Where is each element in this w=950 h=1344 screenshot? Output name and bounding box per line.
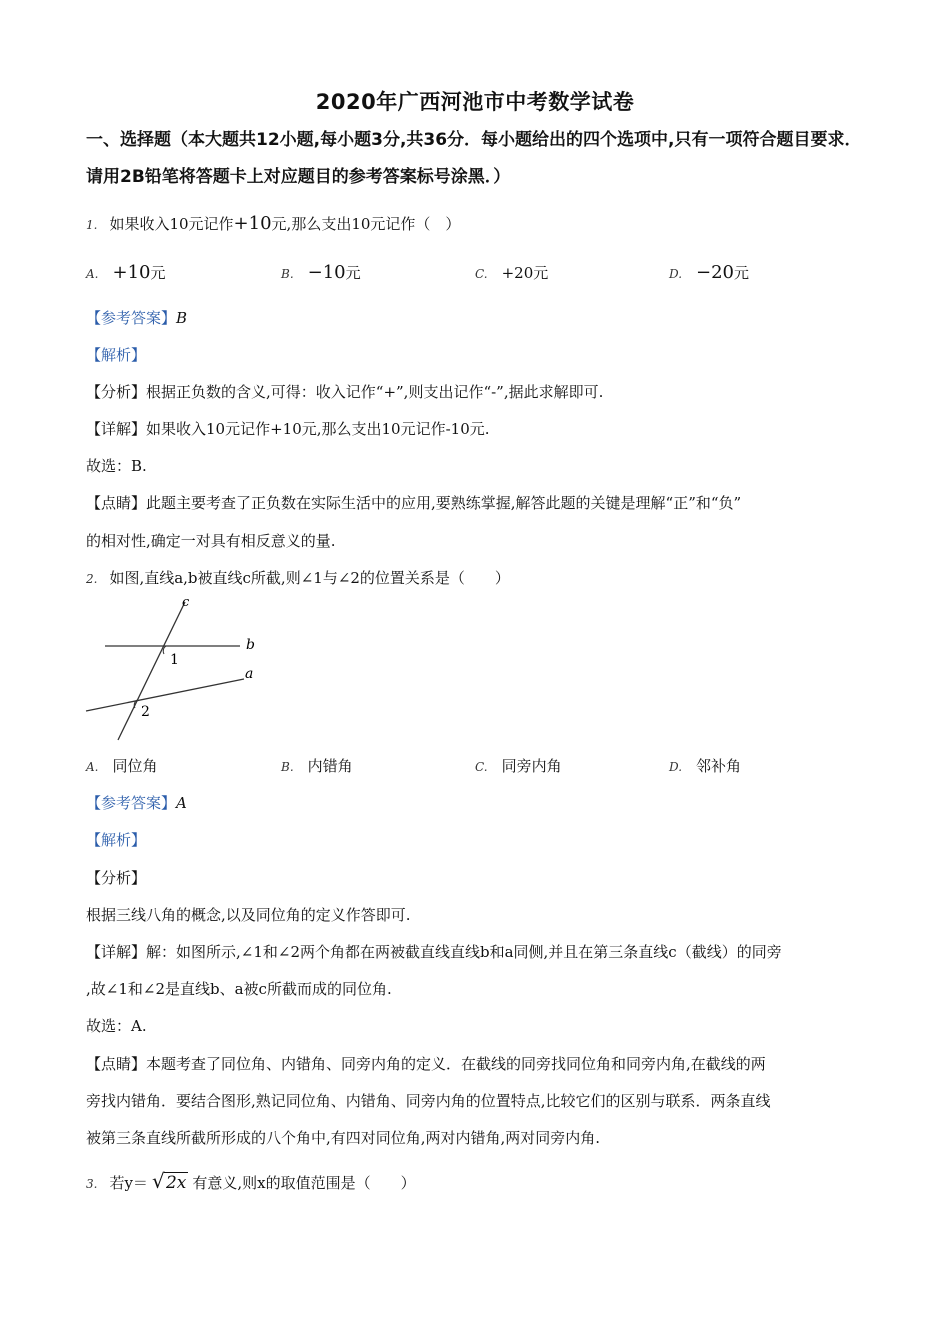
- analysis-label: 【解析】: [86, 831, 147, 849]
- option-unit: 元: [533, 264, 549, 282]
- option-c: [475, 755, 562, 776]
- detail-text: 【详解】如果收入10元记作+10元,那么支出10元记作-10元.: [86, 420, 490, 438]
- analysis-label: 【分析】: [86, 869, 147, 887]
- option-d: [669, 262, 749, 283]
- option-d: [669, 755, 741, 776]
- label-c: c: [182, 595, 190, 610]
- option-text: 同旁内角: [501, 757, 562, 775]
- label-b: b: [246, 637, 255, 653]
- detail-text: 【详解】解：如图所示,∠1和∠2两个角都在两被截直线直线b和a同侧,并且在第三条直线c（截线）的同旁: [86, 943, 782, 961]
- option-math: −10: [307, 262, 346, 283]
- choice-text: 故选：B.: [86, 457, 147, 475]
- question-text: 如图,直线a,b被直线c所截,则∠1与∠2的位置关系是（ ）: [109, 569, 510, 587]
- answer-line: [86, 307, 187, 328]
- answer-label: 【参考答案】: [86, 309, 177, 327]
- answer-line: [86, 792, 187, 813]
- math-expression: +10: [233, 213, 272, 234]
- question-1: [86, 213, 460, 234]
- comment-text: 【点睛】本题考查了同位角、内错角、同旁内角的定义．在截线的同旁找同位角和同旁内角,在截线的两: [86, 1055, 766, 1073]
- analysis-label: 【解析】: [86, 346, 147, 364]
- radical-sign: √: [151, 1169, 165, 1193]
- answer-value: A: [176, 794, 187, 812]
- label-angle-1: 1: [170, 652, 179, 668]
- option-text: 同位角: [112, 757, 158, 775]
- option-letter: C.: [475, 760, 488, 774]
- question-number: 2.: [86, 572, 98, 586]
- option-text: 邻补角: [696, 757, 742, 775]
- option-math: +20: [501, 264, 534, 282]
- question-text: 有意义,则x的取值范围是（ ）: [192, 1174, 416, 1192]
- option-letter: A.: [86, 760, 99, 774]
- label-angle-2: 2: [141, 704, 150, 720]
- question-text: 元,那么支出10元记作（ ）: [271, 215, 461, 233]
- option-math: −20: [696, 262, 735, 283]
- option-b: [281, 262, 361, 283]
- line-c: [118, 602, 185, 740]
- option-letter: B.: [281, 760, 294, 774]
- option-c: [475, 262, 548, 283]
- comment-text: 旁找内错角．要结合图形,熟记同位角、内错角、同旁内角的位置特点,比较它们的区别与联系．两条直线: [86, 1092, 771, 1110]
- question-text: 如果收入10元记作: [109, 215, 234, 233]
- option-unit: 元: [345, 264, 361, 282]
- section-heading: 一、选择题（本大题共12小题,每小题3分,共36分．每小题给出的四个选项中,只有一项符合题目要求．请用2B铅笔将答题卡上对应题目的参考答案标号涂黑．）: [86, 130, 862, 187]
- option-letter: A.: [86, 267, 99, 281]
- question-text: 若y＝: [109, 1174, 148, 1192]
- comment-text: 【点睛】此题主要考查了正负数在实际生活中的应用,要熟练掌握,解答此题的关键是理解“正”和“负”: [86, 494, 742, 512]
- answer-value: B: [176, 309, 188, 327]
- detail-text: ,故∠1和∠2是直线b、a被c所截而成的同位角.: [86, 980, 392, 998]
- option-letter: D.: [669, 267, 683, 281]
- choice-text: 故选：A.: [86, 1017, 147, 1035]
- analysis-text: 根据三线八角的概念,以及同位角的定义作答即可.: [86, 906, 411, 924]
- question-2: [86, 567, 510, 588]
- option-letter: B.: [281, 267, 294, 281]
- option-text: 内错角: [307, 757, 353, 775]
- page-title: 2020年广西河池市中考数学试卷: [315, 90, 635, 114]
- question-3: [86, 1169, 416, 1193]
- question-number: 3.: [86, 1177, 98, 1191]
- option-a: [86, 755, 158, 776]
- radicand: 2x: [165, 1173, 187, 1193]
- answer-label: 【参考答案】: [86, 794, 177, 812]
- option-letter: C.: [475, 267, 488, 281]
- line-a: [86, 679, 244, 711]
- option-math: +10: [112, 262, 151, 283]
- square-root: [151, 1169, 188, 1193]
- option-b: [281, 755, 353, 776]
- label-a: a: [245, 666, 254, 682]
- analysis-text: 【分析】根据正负数的含义,可得：收入记作“+”,则支出记作“-”,据此求解即可.: [86, 383, 604, 401]
- option-unit: 元: [734, 264, 750, 282]
- question-number: 1.: [86, 218, 98, 232]
- comment-text: 被第三条直线所截所形成的八个角中,有四对同位角,两对内错角,两对同旁内角.: [86, 1129, 601, 1147]
- comment-text: 的相对性,确定一对具有相反意义的量.: [86, 532, 336, 550]
- parallel-lines-figure: [80, 594, 270, 744]
- option-letter: D.: [669, 760, 683, 774]
- option-a: [86, 262, 166, 283]
- option-unit: 元: [150, 264, 166, 282]
